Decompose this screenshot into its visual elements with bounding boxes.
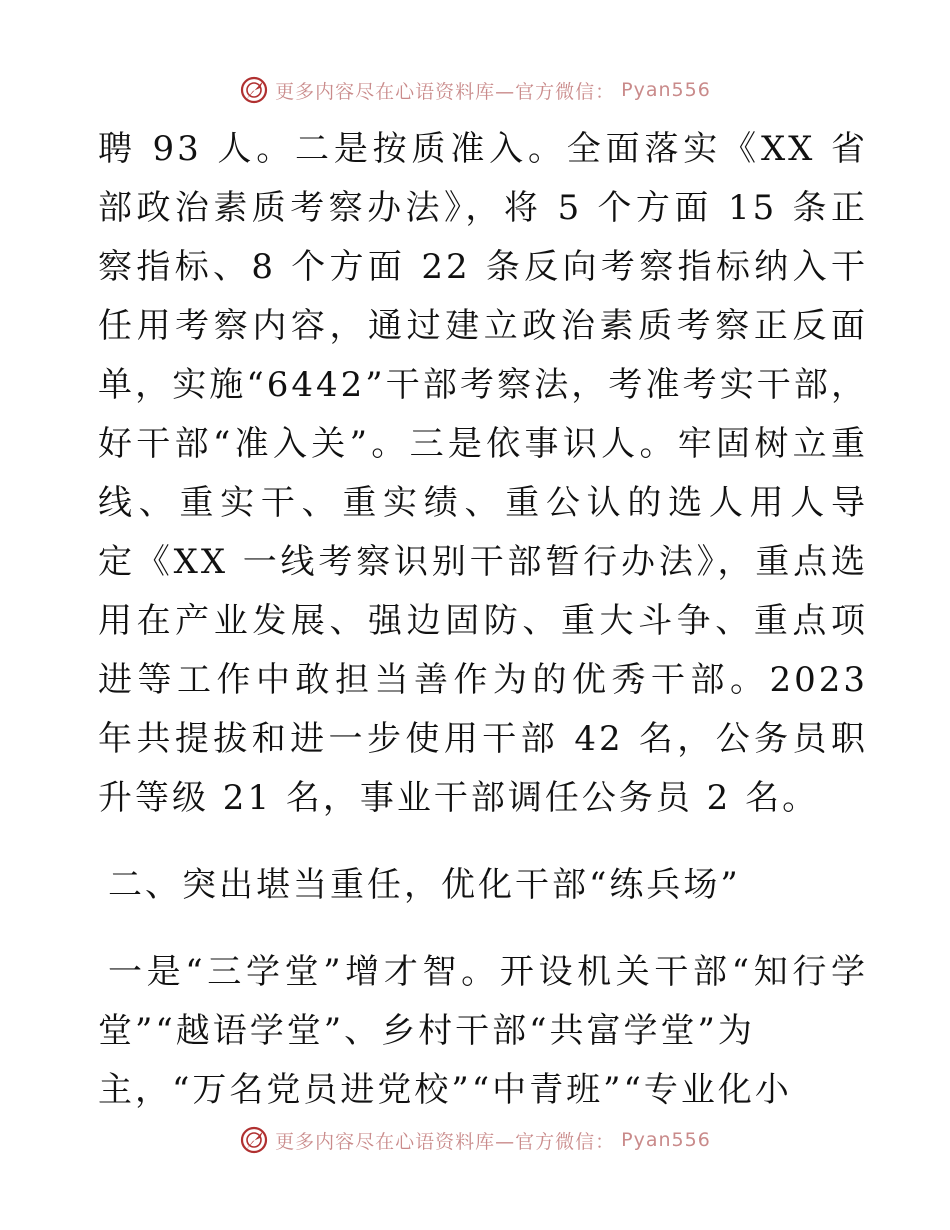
text-line: 察指标、8 个方面 22 条反向考察指标纳入干 — [98, 247, 868, 287]
section-heading: 二、突出堪当重任，优化干部“练兵场” — [108, 865, 741, 905]
watermark-text: 更多内容尽在心语资料库—官方微信： — [275, 80, 616, 103]
text-line: 主，“万名党员进党校”“中青班”“专业化小 — [98, 1070, 792, 1110]
text-line: 任用考察内容，通过建立政治素质考察正反面 — [98, 306, 868, 346]
text-line: 线、重实干、重实绩、重公认的选人用人导 — [98, 483, 868, 523]
quill-logo-icon — [239, 1125, 269, 1155]
text-line: 好干部“准入关”。三是依事识人。牢固树立重 — [98, 424, 868, 464]
text-line: 一是“三学堂”增才智。开设机关干部“知行学 — [108, 952, 868, 992]
text-line: 升等级 21 名，事业干部调任公务员 2 名。 — [98, 778, 820, 818]
watermark-wechat-id: Pyan556 — [621, 79, 711, 101]
text-line: 聘 93 人。二是按质准入。全面落实《XX 省 — [98, 129, 868, 169]
paragraph-1 — [98, 120, 868, 828]
quill-logo-icon — [239, 75, 269, 105]
text-line: 单，实施“6442”干部考察法，考准考实干部， — [98, 365, 868, 405]
text-line: 年共提拔和进一步使用干部 42 名，公务员职 — [98, 719, 868, 759]
document-body — [98, 120, 868, 1120]
paragraph-2 — [98, 943, 868, 1120]
text-line: 堂”“越语学堂”、乡村干部“共富学堂”为 — [98, 1011, 755, 1051]
text-line: 部政治素质考察办法》，将 5 个方面 15 条正 — [98, 188, 868, 228]
footer-watermark — [0, 1120, 950, 1160]
text-line: 进等工作中敢担当善作为的优秀干部。2023 — [98, 660, 868, 700]
text-line: 用在产业发展、强边固防、重大斗争、重点项 — [98, 601, 868, 641]
watermark-wechat-id: Pyan556 — [621, 1129, 711, 1151]
header-watermark — [0, 70, 950, 110]
watermark-text: 更多内容尽在心语资料库—官方微信： — [275, 1130, 616, 1153]
text-line: 定《XX 一线考察识别干部暂行办法》，重点选 — [98, 542, 868, 582]
